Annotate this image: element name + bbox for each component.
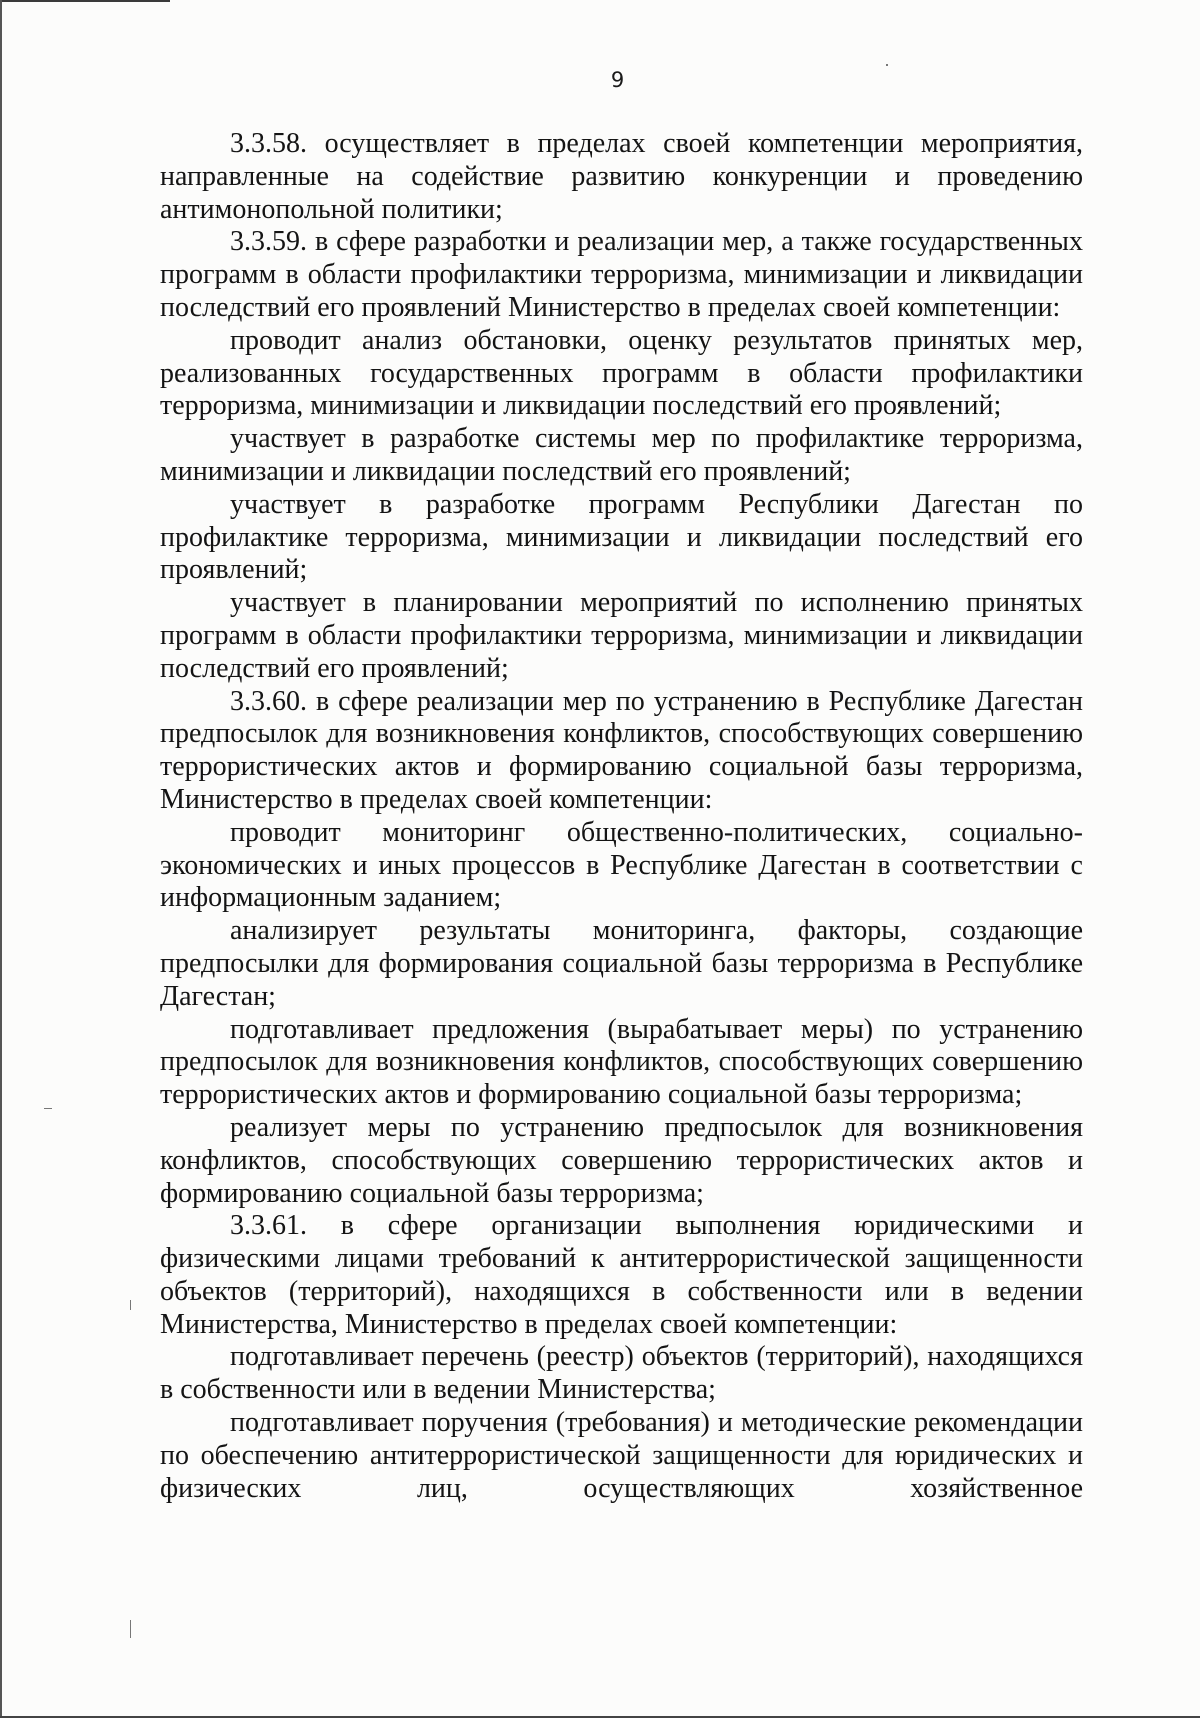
- paragraph-monitoring: проводит мониторинг общественно-политических, социально-экономических и иных процессов в Республике Дагестан в соответствии с информационным заданием;: [160, 816, 1083, 914]
- page-number: 9: [610, 68, 625, 92]
- paragraph-implementation: реализует меры по устранению предпосылок для возникновения конфликтов, способствующих совершению террористических актов и формированию социальной базы терроризма;: [160, 1111, 1083, 1209]
- scan-speck: [130, 1620, 131, 1638]
- paragraph-planning: участвует в планировании мероприятий по исполнению принятых программ в области профилактики терроризма, минимизации и ликвидации последствий его проявлений;: [160, 587, 1083, 684]
- paragraph-registry: подготавливает перечень (реестр) объектов (территорий), находящихся в собственности или в ведении Министерства;: [160, 1341, 1083, 1406]
- scan-speck: [130, 1300, 131, 1310]
- paragraph-instructions: подготавливает поручения (требования) и методические рекомендации по обеспечению антитеррористической защищенности для юридических и физических лиц, осуществляющих хозяйственное: [160, 1407, 1083, 1504]
- paragraph-programs-development: участвует в разработке программ Республики Дагестан по профилактике терроризма, минимизации и ликвидации последствий его проявлений;: [160, 488, 1083, 586]
- scan-speck: [886, 64, 888, 66]
- document-body: [160, 128, 1083, 1505]
- paragraph-analysis-results: анализирует результаты мониторинга, факторы, создающие предпосылки для формирования социальной базы терроризма в Республике Дагестан;: [160, 915, 1083, 1012]
- paragraph-analysis: проводит анализ обстановки, оценку результатов принятых мер, реализованных государственных программ в области профилактики терроризма, минимизации и ликвидации последствий его проявлений;: [160, 324, 1083, 422]
- paragraph-3-3-59: 3.3.59. в сфере разработки и реализации мер, а также государственных программ в области профилактики терроризма, минимизации и ликвидации последствий его проявлений Министерство в пределах своей компетенции:: [160, 226, 1083, 323]
- paragraph-measures-system: участвует в разработке системы мер по профилактике терроризма, минимизации и ликвидации последствий его проявлений;: [160, 423, 1083, 487]
- paragraph-proposals: подготавливает предложения (вырабатывает меры) по устранению предпосылок для возникновения конфликтов, способствующих совершению террористических актов и формированию социальной базы терроризма;: [160, 1013, 1083, 1111]
- paragraph-3-3-60: 3.3.60. в сфере реализации мер по устранению в Республике Дагестан предпосылок для возникновения конфликтов, способствующих совершению террористических актов и формированию социальной базы терроризма, Министерство в пределах своей компетенции:: [160, 685, 1083, 815]
- paragraph-3-3-61: 3.3.61. в сфере организации выполнения юридическими и физическими лицами требований к антитеррористической защищенности объектов (территорий), находящихся в собственности или в ведении Министерства, Министерство в пределах своей компетенции:: [160, 1210, 1083, 1340]
- scan-edge-left: [0, 0, 2, 1718]
- scan-edge-top: [0, 0, 170, 2]
- paragraph-3-3-58: 3.3.58. осуществляет в пределах своей компетенции мероприятия, направленные на содействие развитию конкуренции и проведению антимонопольной политики;: [160, 128, 1083, 225]
- scan-speck: [44, 1108, 52, 1109]
